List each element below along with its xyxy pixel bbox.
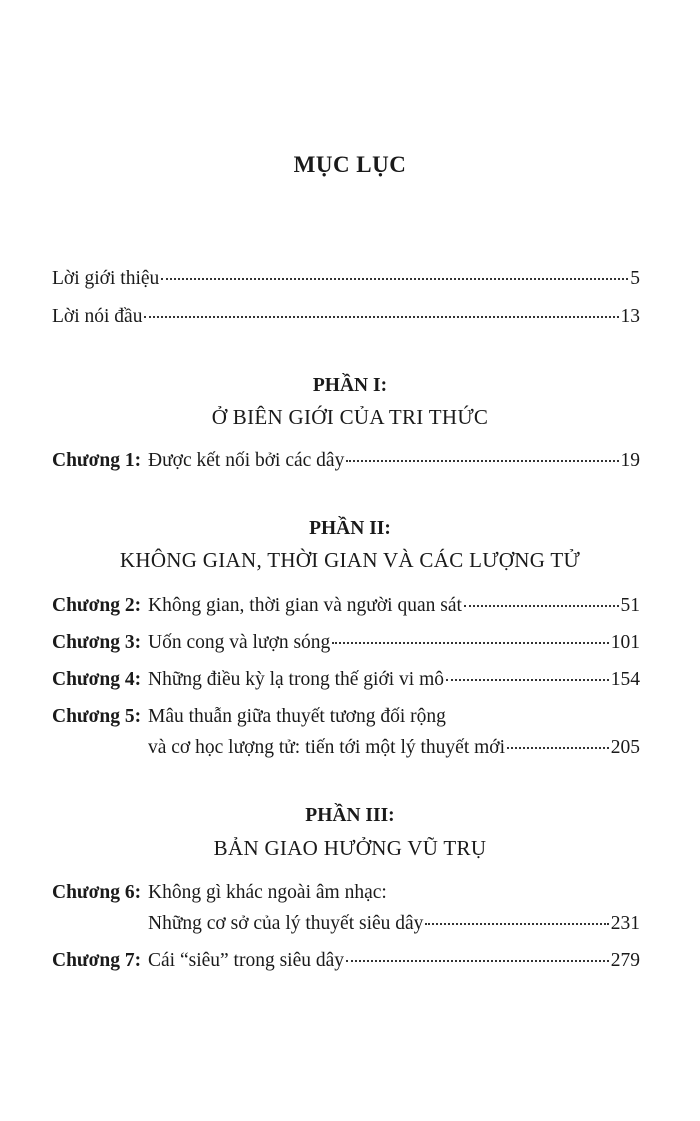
chapter-title-line2: Những cơ sở của lý thuyết siêu dây (148, 913, 424, 934)
chapter-prefix: Chương 2: (52, 595, 142, 616)
toc-page-number: 13 (620, 306, 640, 327)
toc-entry-label: Lời giới thiệu (52, 268, 160, 289)
chapter-prefix: Chương 1: (52, 450, 142, 471)
part-2-label: PHẦN II: (309, 518, 391, 539)
toc-entry-chapter-5-line1[interactable] (52, 704, 446, 730)
chapter-prefix: Chương 5: (52, 706, 142, 727)
toc-entry-chapter-6-line1[interactable] (52, 880, 387, 906)
part-1-label: PHẦN I: (312, 375, 388, 396)
chapter-prefix: Chương 4: (52, 669, 142, 690)
chapter-title-line1: Không gì khác ngoài âm nhạc: (148, 882, 387, 903)
toc-page-number: 101 (610, 632, 640, 653)
toc-entry-preface[interactable] (52, 304, 640, 330)
toc-entry-label: Lời nói đầu (52, 306, 143, 327)
chapter-prefix: Chương 7: (52, 950, 142, 971)
chapter-prefix: Chương 3: (52, 632, 142, 653)
chapter-title: Được kết nối bởi các dây (148, 450, 345, 471)
dot-leader (425, 923, 608, 925)
page-title: MỤC LỤC (293, 152, 407, 177)
dot-leader (507, 747, 609, 749)
dot-leader (446, 679, 609, 681)
chapter-title-line1: Mâu thuẫn giữa thuyết tương đối rộng (148, 706, 446, 727)
chapter-prefix: Chương 6: (52, 882, 142, 903)
toc-page-number: 154 (610, 669, 640, 690)
dot-leader (144, 316, 618, 318)
toc-page-number: 19 (620, 450, 640, 471)
part-3-title: BẢN GIAO HƯỞNG VŨ TRỤ (213, 836, 487, 860)
chapter-title-line2: và cơ học lượng tử: tiến tới một lý thuyết mới (148, 737, 506, 758)
dot-leader (346, 460, 618, 462)
dot-leader (161, 278, 628, 280)
toc-page-number: 205 (610, 737, 640, 758)
toc-entry-chapter-3[interactable] (52, 630, 640, 656)
toc-entry-introduction[interactable] (52, 266, 640, 292)
toc-entry-chapter-5-line2[interactable] (52, 735, 640, 761)
chapter-title: Những điều kỳ lạ trong thế giới vi mô (148, 669, 445, 690)
dot-leader (332, 642, 608, 644)
toc-entry-chapter-7[interactable] (52, 948, 640, 974)
toc-entry-chapter-6-line2[interactable] (52, 911, 640, 937)
toc-page-number: 51 (620, 595, 640, 616)
part-1-title: Ở BIÊN GIỚI CỦA TRI THỨC (211, 405, 489, 429)
part-2-title: KHÔNG GIAN, THỜI GIAN VÀ CÁC LƯỢNG TỬ (119, 548, 581, 572)
toc-entry-chapter-2[interactable] (52, 593, 640, 619)
toc-page-number: 279 (610, 950, 640, 971)
dot-leader (346, 960, 609, 962)
toc-page-number: 231 (610, 913, 640, 934)
toc-entry-chapter-1[interactable] (52, 448, 640, 474)
dot-leader (464, 605, 619, 607)
chapter-title: Uốn cong và lượn sóng (148, 632, 331, 653)
part-3-label: PHẦN III: (305, 805, 395, 826)
chapter-title: Không gian, thời gian và người quan sát (148, 595, 462, 616)
chapter-title: Cái “siêu” trong siêu dây (148, 950, 345, 971)
toc-page-number: 5 (630, 268, 640, 289)
toc-entry-chapter-4[interactable] (52, 667, 640, 693)
